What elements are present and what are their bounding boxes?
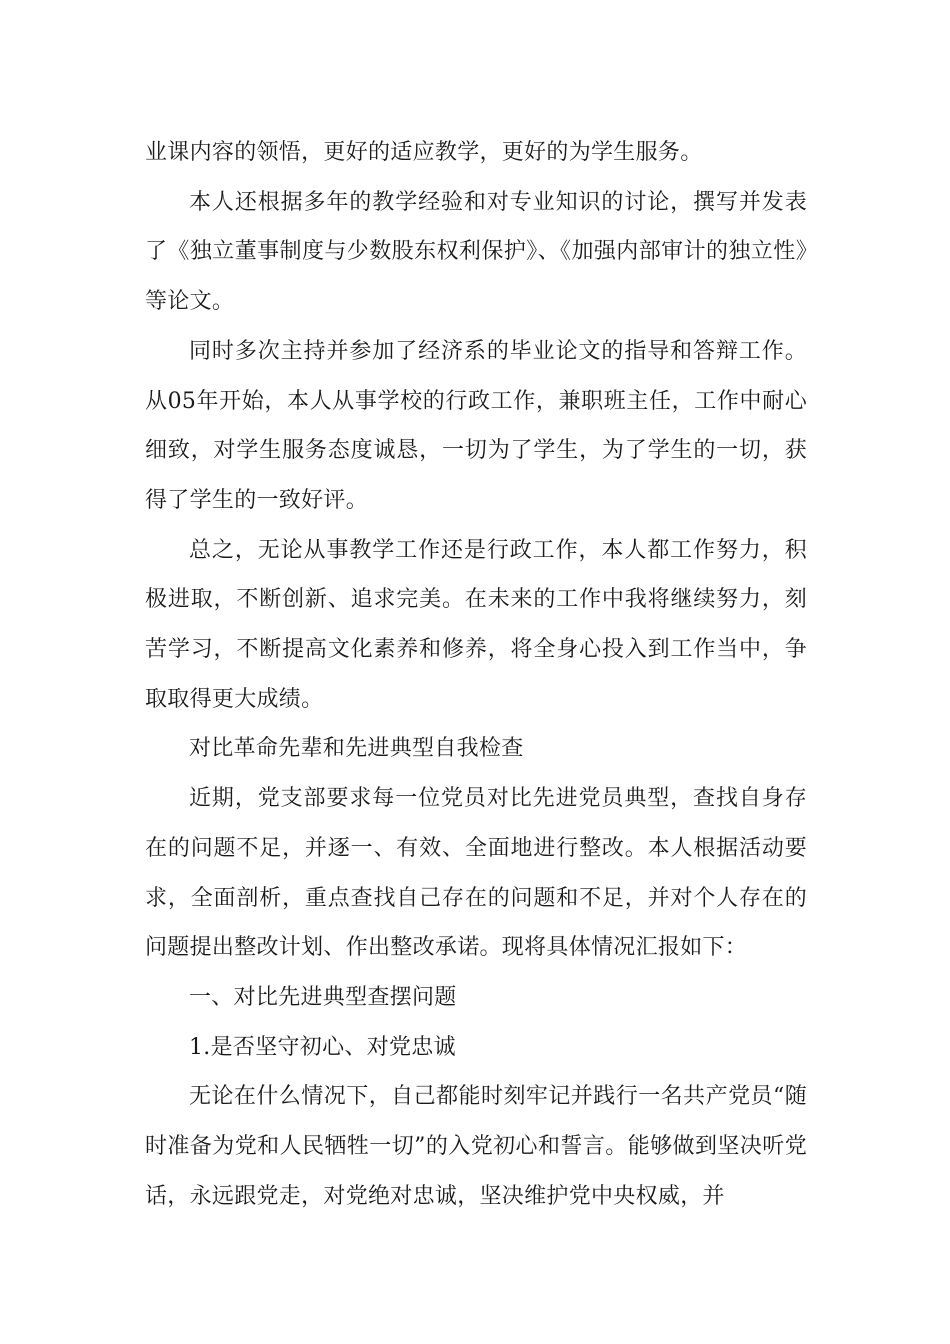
document-body bbox=[145, 128, 807, 1221]
paragraph-continuation: 业课内容的领悟，更好的适应教学，更好的为学生服务。 bbox=[145, 140, 703, 165]
paragraph-papers: 本人还根据多年的教学经验和对专业知识的讨论，撰写并发表了《独立董事制度与少数股东权利保护》、《加强内部审计的独立性》等论文。 bbox=[145, 189, 807, 315]
paragraph-summary: 总之，无论从事教学工作还是行政工作，本人都工作努力，积极进取，不断创新、追求完美。在未来的工作中我将继续努力，刻苦学习，不断提高文化素养和修养，将全身心投入到工作当中，争取取得更大成绩。 bbox=[145, 537, 807, 712]
heading-level-1: 一、对比先进典型查摆问题 bbox=[189, 984, 457, 1010]
paragraph-intro: 近期，党支部要求每一位党员对比先进党员典型，查找自身存在的问题不足，并逐一、有效、全面地进行整改。本人根据活动要求，全面剖析，重点查找自己存在的问题和不足，并对个人存在的问题提出整改计划、作出整改承诺。现将具体情况汇报如下： bbox=[145, 786, 807, 961]
heading-level-2: 1.是否坚守初心、对党忠诚 bbox=[189, 1034, 456, 1060]
paragraph-admin-work: 同时多次主持并参加了经济系的毕业论文的指导和答辩工作。从05年开始，本人从事学校的行政工作，兼职班主任，工作中耐心细致，对学生服务态度诚恳，一切为了学生，为了学生的一切，获得了学生的一致好评。 bbox=[145, 338, 807, 513]
section-title: 对比革命先辈和先进典型自我检查 bbox=[189, 736, 524, 762]
paragraph-loyalty: 无论在什么情况下，自己都能时刻牢记并践行一名共产党员“随时准备为党和人民牺牲一切”的入党初心和誓言。能够做到坚决听党话，永远跟党走，对党绝对忠诚，坚决维护党中央权威，并 bbox=[145, 1084, 807, 1209]
